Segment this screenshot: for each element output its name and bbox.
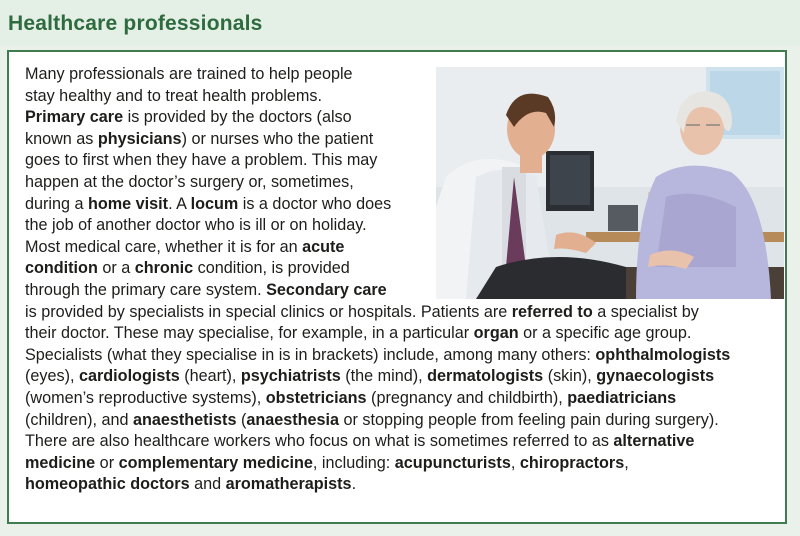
term-anaesthetists: anaesthetists	[132, 410, 237, 429]
text-run: condition, is provided	[193, 259, 350, 278]
text-run: goes to first when they have a problem. This may	[25, 151, 378, 170]
text-run: or a specific age group.	[518, 324, 692, 343]
term-complementary-medicine: complementary medicine	[118, 453, 313, 472]
line	[25, 302, 783, 324]
term-home-visit: home visit	[88, 194, 169, 213]
term-locum: locum	[190, 194, 239, 213]
text-run: (women’s reproductive systems),	[25, 388, 266, 407]
text-run: is provided by the doctors (also	[123, 108, 352, 127]
term-medicine: medicine	[25, 453, 96, 472]
page-title: Healthcare professionals	[8, 12, 263, 35]
line	[25, 345, 783, 367]
text-run: stay healthy and to treat health problems.	[25, 86, 322, 105]
line	[25, 150, 423, 172]
text-run: (skin),	[543, 367, 597, 386]
line	[25, 86, 423, 108]
line	[25, 194, 423, 216]
term-anaesthesia: anaesthesia	[246, 410, 340, 429]
text-run: (children), and	[25, 410, 133, 429]
term-dermatologists: dermatologists	[427, 367, 544, 386]
term-acupuncturists: acupuncturists	[394, 453, 511, 472]
text-run: the job of another doctor who is ill or on holiday.	[25, 216, 367, 235]
content-panel	[7, 50, 787, 524]
text-run: and	[189, 475, 226, 494]
term-acute: acute	[302, 237, 345, 256]
line	[25, 280, 423, 302]
line	[25, 129, 423, 151]
text-run: (pregnancy and childbirth),	[366, 388, 568, 407]
term-homeopathic-doctors: homeopathic doctors	[25, 475, 190, 494]
term-ophthalmologists: ophthalmologists	[595, 345, 731, 364]
term-obstetricians: obstetricians	[265, 388, 367, 407]
text-run: (	[236, 410, 247, 429]
text-run: or	[95, 453, 119, 472]
text-run: There are also healthcare workers who focus on what is sometimes referred to as	[25, 432, 614, 451]
text-run: (the mind),	[340, 367, 428, 386]
text-run: .	[351, 475, 357, 494]
term-gynaecologists: gynaecologists	[596, 367, 715, 386]
text-run: happen at the doctor’s surgery or, sometimes,	[25, 172, 354, 191]
term-alternative: alternative	[613, 432, 695, 451]
term-paediatricians: paediatricians	[567, 388, 677, 407]
line	[25, 453, 783, 475]
text-run: through the primary care system.	[25, 280, 267, 299]
line	[25, 237, 423, 259]
line	[25, 172, 423, 194]
term-physicians: physicians	[97, 129, 182, 148]
term-cardiologists: cardiologists	[78, 367, 180, 386]
text-run: , including:	[312, 453, 395, 472]
text-run: . A	[168, 194, 191, 213]
line	[25, 64, 423, 86]
term-chiropractors: chiropractors	[519, 453, 625, 472]
line	[25, 431, 783, 453]
text-run: is provided by specialists in special clinics or hospitals. Patients are	[25, 302, 512, 321]
term-aromatherapists: aromatherapists	[225, 475, 352, 494]
line	[25, 258, 423, 280]
text-run: during a	[25, 194, 88, 213]
text-run: or stopping people from feeling pain during surgery).	[339, 410, 719, 429]
text-run: a specialist by	[592, 302, 699, 321]
text-run: ) or nurses who the patient	[181, 129, 374, 148]
term-secondary-care: Secondary care	[266, 280, 387, 299]
text-run: is a doctor who does	[238, 194, 392, 213]
term-condition: condition	[25, 259, 98, 278]
text-run: ,	[624, 453, 629, 472]
text-run: their doctor. These may specialise, for example, in a particular	[25, 324, 474, 343]
term-organ: organ	[473, 324, 519, 343]
line	[25, 388, 783, 410]
term-psychiatrists: psychiatrists	[240, 367, 341, 386]
text-run: known as	[25, 129, 98, 148]
line	[25, 474, 783, 496]
text-run: or a	[97, 259, 135, 278]
line	[25, 410, 783, 432]
text-run: (heart),	[179, 367, 241, 386]
line	[25, 107, 423, 129]
term-primary-care: Primary care	[25, 108, 124, 127]
text-run: Specialists (what they specialise in is in brackets) include, among many others:	[25, 345, 596, 364]
line	[25, 366, 783, 388]
body-text	[25, 64, 783, 496]
wrapped-paragraph	[25, 64, 423, 302]
text-run: Many professionals are trained to help people	[25, 65, 353, 83]
text-run: ,	[510, 453, 520, 472]
text-run: (eyes),	[25, 367, 79, 386]
line	[25, 215, 423, 237]
line	[25, 323, 783, 345]
text-run: Most medical care, whether it is for an	[25, 237, 303, 256]
term-chronic: chronic	[134, 259, 194, 278]
term-referred-to: referred to	[511, 302, 593, 321]
